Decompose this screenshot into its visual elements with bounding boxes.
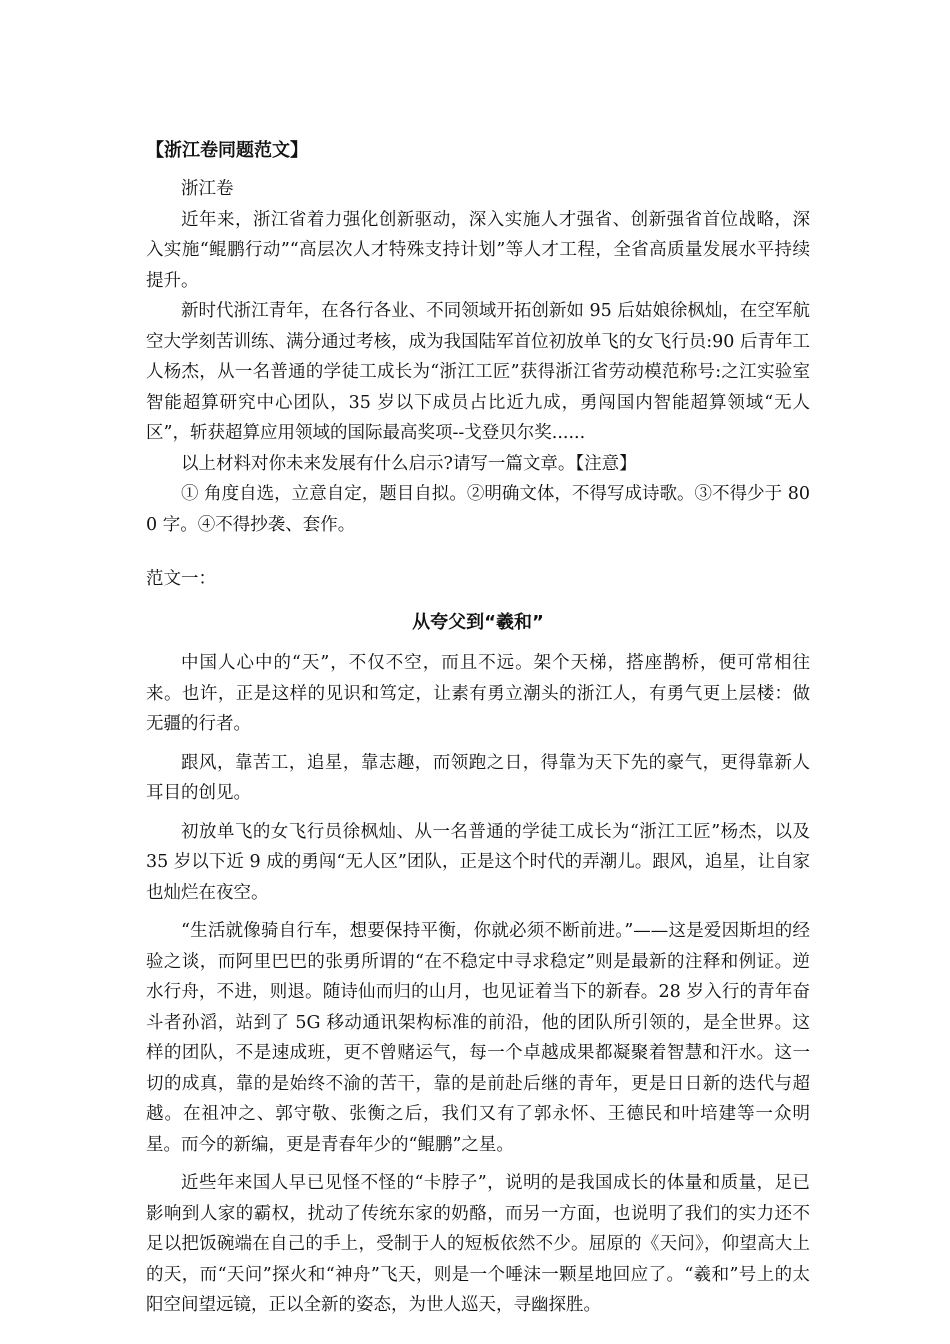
essay-title: 从夸父到“羲和” bbox=[412, 612, 544, 633]
prompt-block bbox=[146, 174, 810, 540]
essay-label: 范文一： bbox=[146, 569, 216, 589]
prompt-paragraph: ① 角度自选，立意自定，题目自拟。②明确文体，不得写成诗歌。③不得少于 800 字。④不得抄袭、套作。 bbox=[146, 484, 810, 535]
essay-body bbox=[146, 648, 810, 1321]
essay-paragraph: 跟风，靠苦工，追星，靠志趣，而领跑之日，得靠为天下先的豪气，更得靠新人耳目的创见。 bbox=[146, 752, 810, 803]
prompt-paragraph: 以上材料对你未来发展有什么启示?请写一篇文章。【注意】 bbox=[181, 453, 637, 474]
prompt-region: 浙江卷 bbox=[181, 179, 234, 199]
prompt-paragraph: 新时代浙江青年，在各行各业、不同领域开拓创新如 95 后姑娘徐枫灿，在空军航空大学刻苦训练、满分通过考核，成为我国陆军首位初放单飞的女飞行员:90 后青年工人杨杰，从一名普通的学徒工成长为“浙江工匠”获得浙江省劳动模范称号:之江实验室智能超算研究中心团队，35 岁以下成员占比近九成，勇闯国内智能超算领域“无人区”，斩获超算应用领域的国际最高奖项--戈登贝尔奖...... bbox=[146, 301, 810, 443]
essay-paragraph: 近些年来国人早已见怪不怪的“卡脖子”，说明的是我国成长的体量和质量，足已影响到人家的霸权，扰动了传统东家的奶酪，而另一方面，也说明了我们的实力还不足以把饭碗端在自己的手上，受制于人的短板依然不少。屈原的《天问》，仰望高大上的天，而“天问”探火和“神舟”飞天，则是一个唾沫一颗星地回应了。“羲和”号上的太阳空间望远镜，正以全新的姿态，为世人巡天，寻幽探胜。 bbox=[146, 1173, 810, 1315]
essay-paragraph: 初放单飞的女飞行员徐枫灿、从一名普通的学徒工成长为“浙江工匠”杨杰，以及 35 岁以下近 9 成的勇闯“无人区”团队，正是这个时代的弄潮儿。跟风，追星，让自家也灿烂在夜空。 bbox=[146, 821, 810, 903]
document-content bbox=[146, 136, 810, 1329]
prompt-paragraph: 近年来，浙江省着力强化创新驱动，深入实施人才强省、创新强省首位战略，深入实施“鲲鹏行动”“高层次人才特殊支持计划”等人才工程，全省高质量发展水平持续提升。 bbox=[146, 209, 810, 291]
essay-paragraph: “生活就像骑自行车，想要保持平衡，你就必须不断前进。”——这是爱因斯坦的经验之谈，而阿里巴巴的张勇所谓的“在不稳定中寻求稳定”则是最新的注释和例证。逆水行舟，不进，则退。随诗仙而归的山月，也见证着当下的新春。28 岁入行的青年奋斗者孙滔，站到了 5G 移动通讯架构标准的前沿，他的团队所引领的，是全世界。这样的团队，不是速成班，更不曾赌运气，每一个卓越成果都凝聚着智慧和汗水。这一切的成真，靠的是始终不渝的苦干，靠的是前赴后继的青年，更是日日新的迭代与超越。在祖冲之、郭守敬、张衡之后，我们又有了郭永怀、王德民和叶培建等一众明星。而今的新编，更是青春年少的“鲲鹏”之星。 bbox=[146, 921, 810, 1155]
section-heading: 【浙江卷同题范文】 bbox=[146, 140, 308, 161]
essay-paragraph: 中国人心中的“天”，不仅不空，而且不远。架个天梯，搭座鹊桥，便可常相往来。也许，正是这样的见识和笃定，让素有勇立潮头的浙江人，有勇气更上层楼：做无疆的行者。 bbox=[146, 653, 810, 734]
